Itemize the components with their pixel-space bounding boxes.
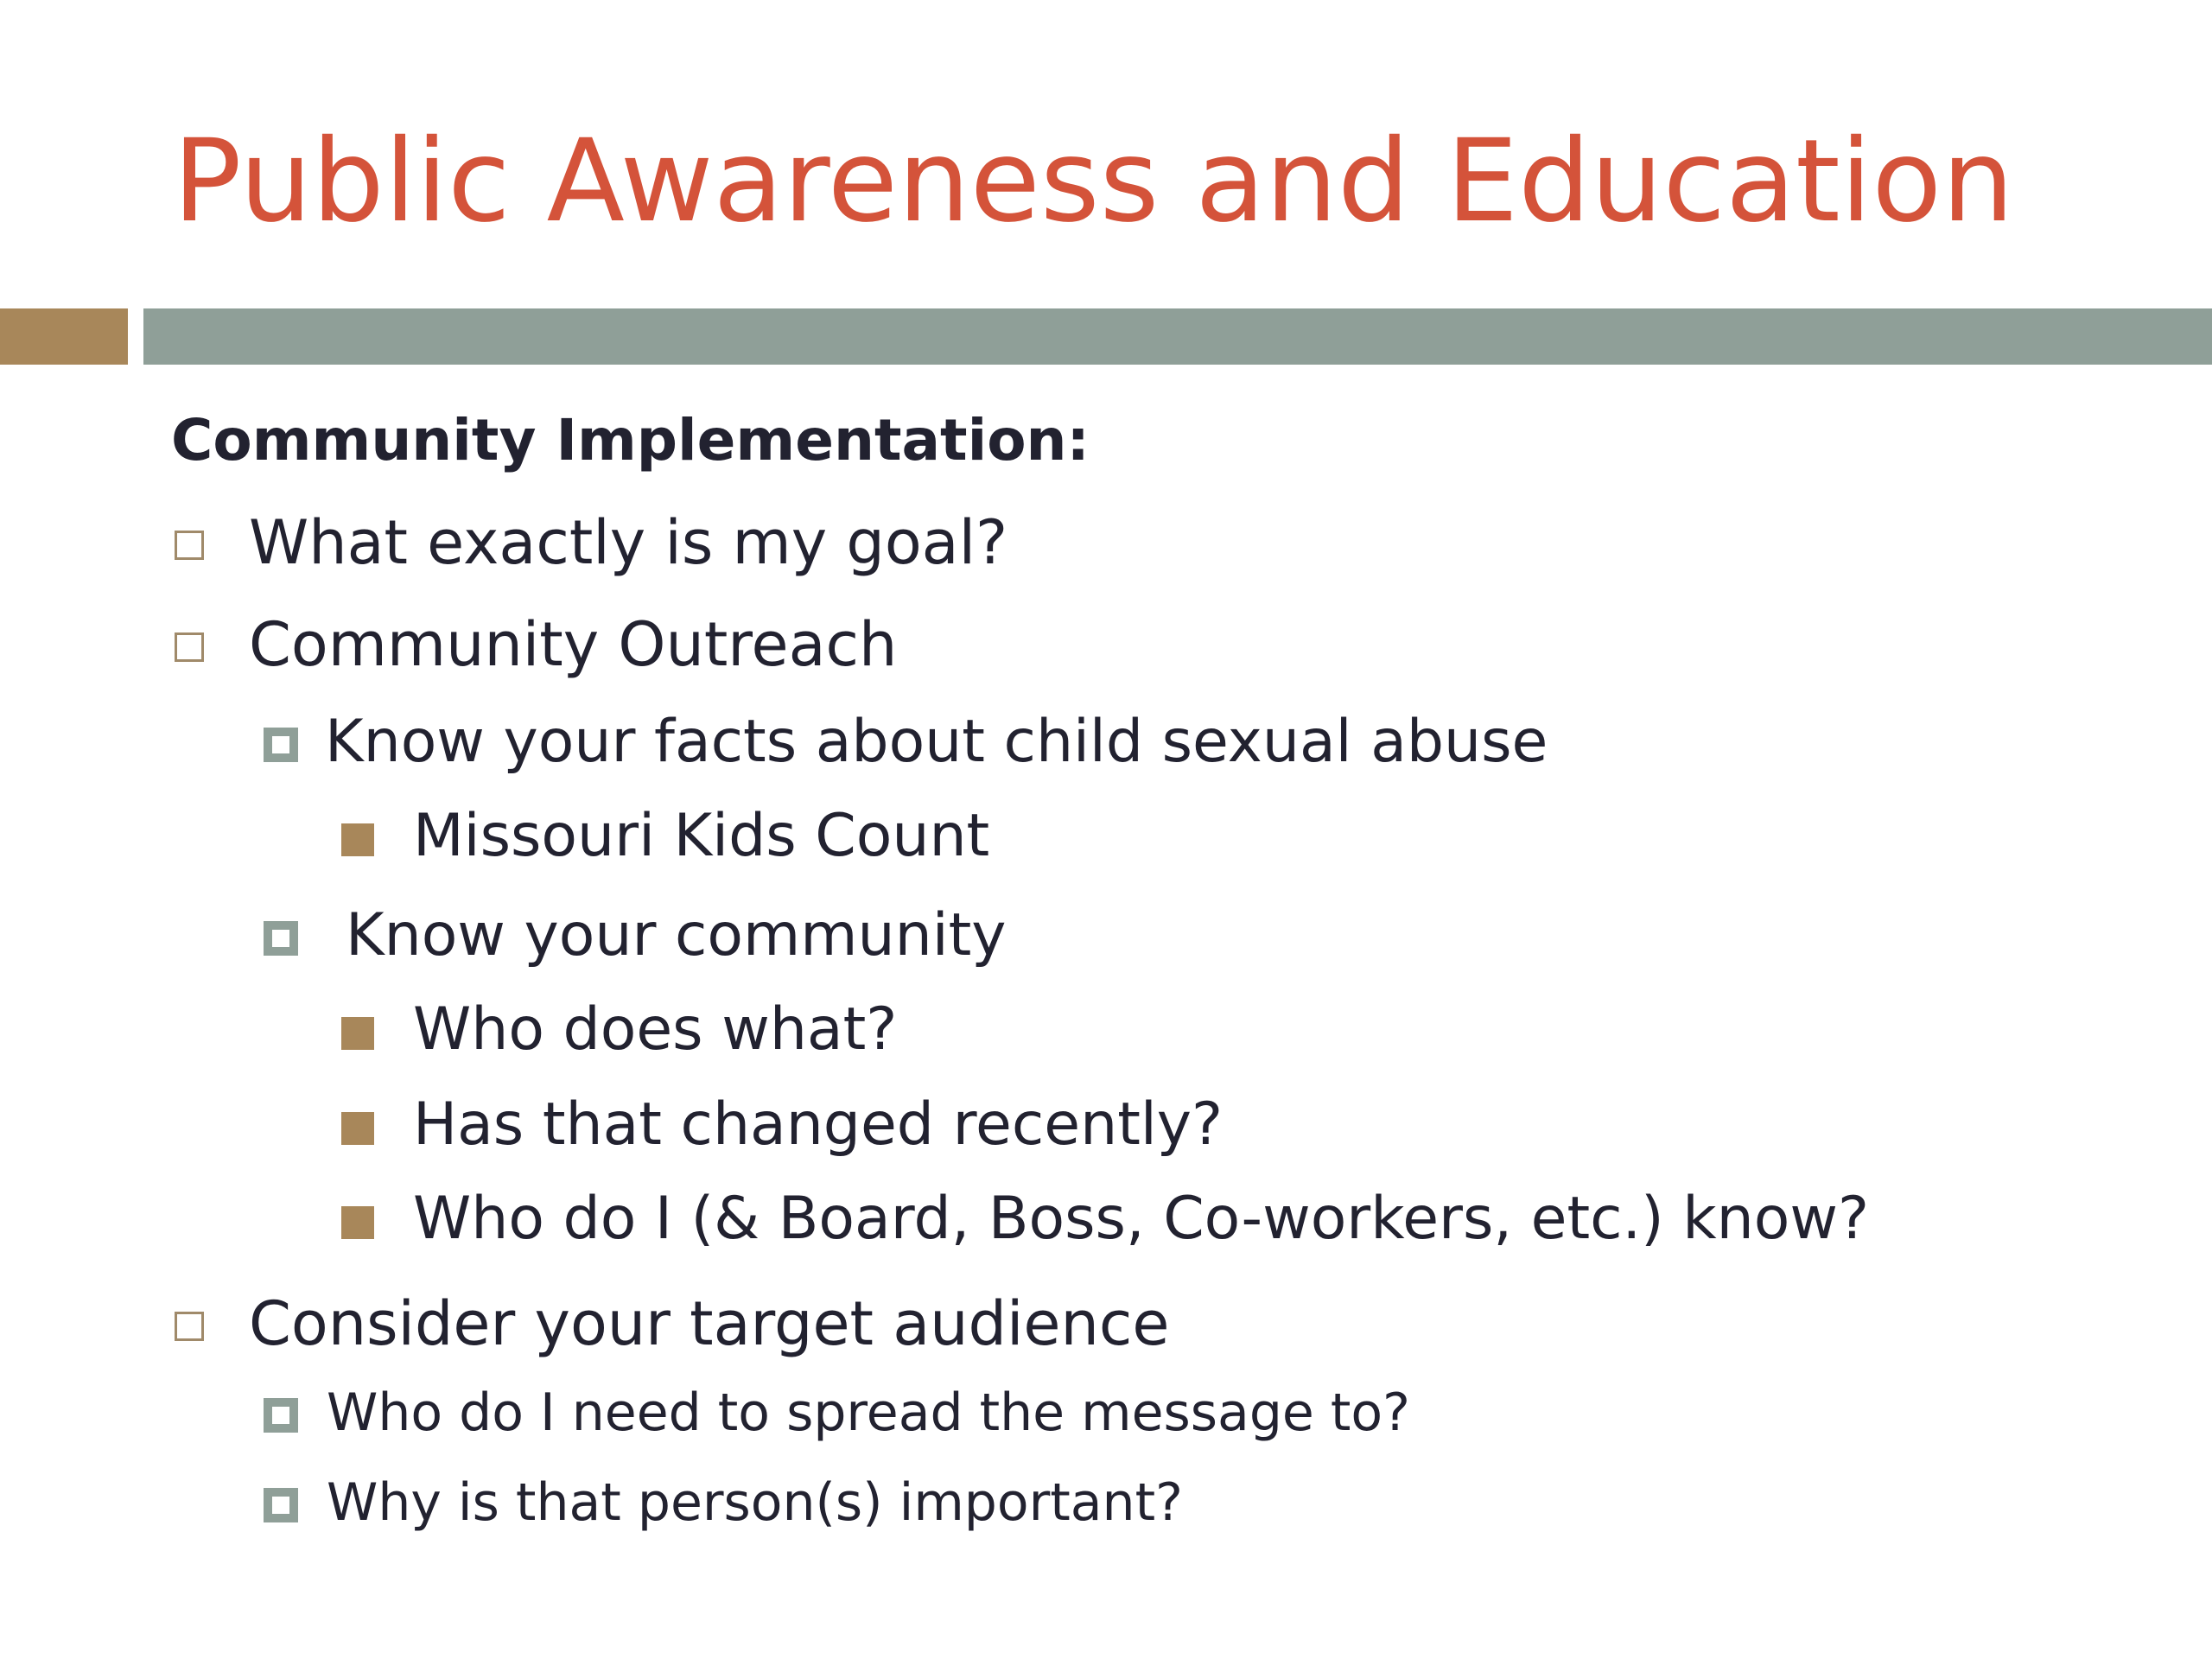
list-item: Missouri Kids Count <box>413 802 990 870</box>
square-outline-bullet-icon <box>175 531 204 560</box>
square-filled-bullet-icon <box>341 823 374 856</box>
section-heading: Community Implementation: <box>171 407 1090 474</box>
list-item: Who does what? <box>413 995 898 1064</box>
square-outline-bullet-icon <box>175 632 204 662</box>
square-filled-bullet-icon <box>341 1017 374 1050</box>
list-item: Why is that person(s) important? <box>327 1472 1183 1533</box>
list-item: Has that changed recently? <box>413 1090 1224 1159</box>
square-filled-bullet-icon <box>341 1112 374 1145</box>
list-item: Consider your target audience <box>249 1288 1170 1359</box>
square-framed-bullet-icon <box>264 921 298 956</box>
list-item: What exactly is my goal? <box>249 507 1008 578</box>
list-item: Know your community <box>346 901 1007 969</box>
square-framed-bullet-icon <box>264 728 298 762</box>
list-item: Who do I need to spread the message to? <box>327 1382 1410 1443</box>
list-item: Who do I (& Board, Boss, Co-workers, etc.) know? <box>413 1185 1870 1253</box>
square-framed-bullet-icon <box>264 1398 298 1433</box>
square-framed-bullet-icon <box>264 1488 298 1522</box>
square-outline-bullet-icon <box>175 1312 204 1341</box>
slide-title: Public Awareness and Education <box>173 115 2014 248</box>
square-filled-bullet-icon <box>341 1206 374 1239</box>
list-item: Community Outreach <box>249 609 898 680</box>
list-item: Know your facts about child sexual abuse <box>325 708 1548 776</box>
